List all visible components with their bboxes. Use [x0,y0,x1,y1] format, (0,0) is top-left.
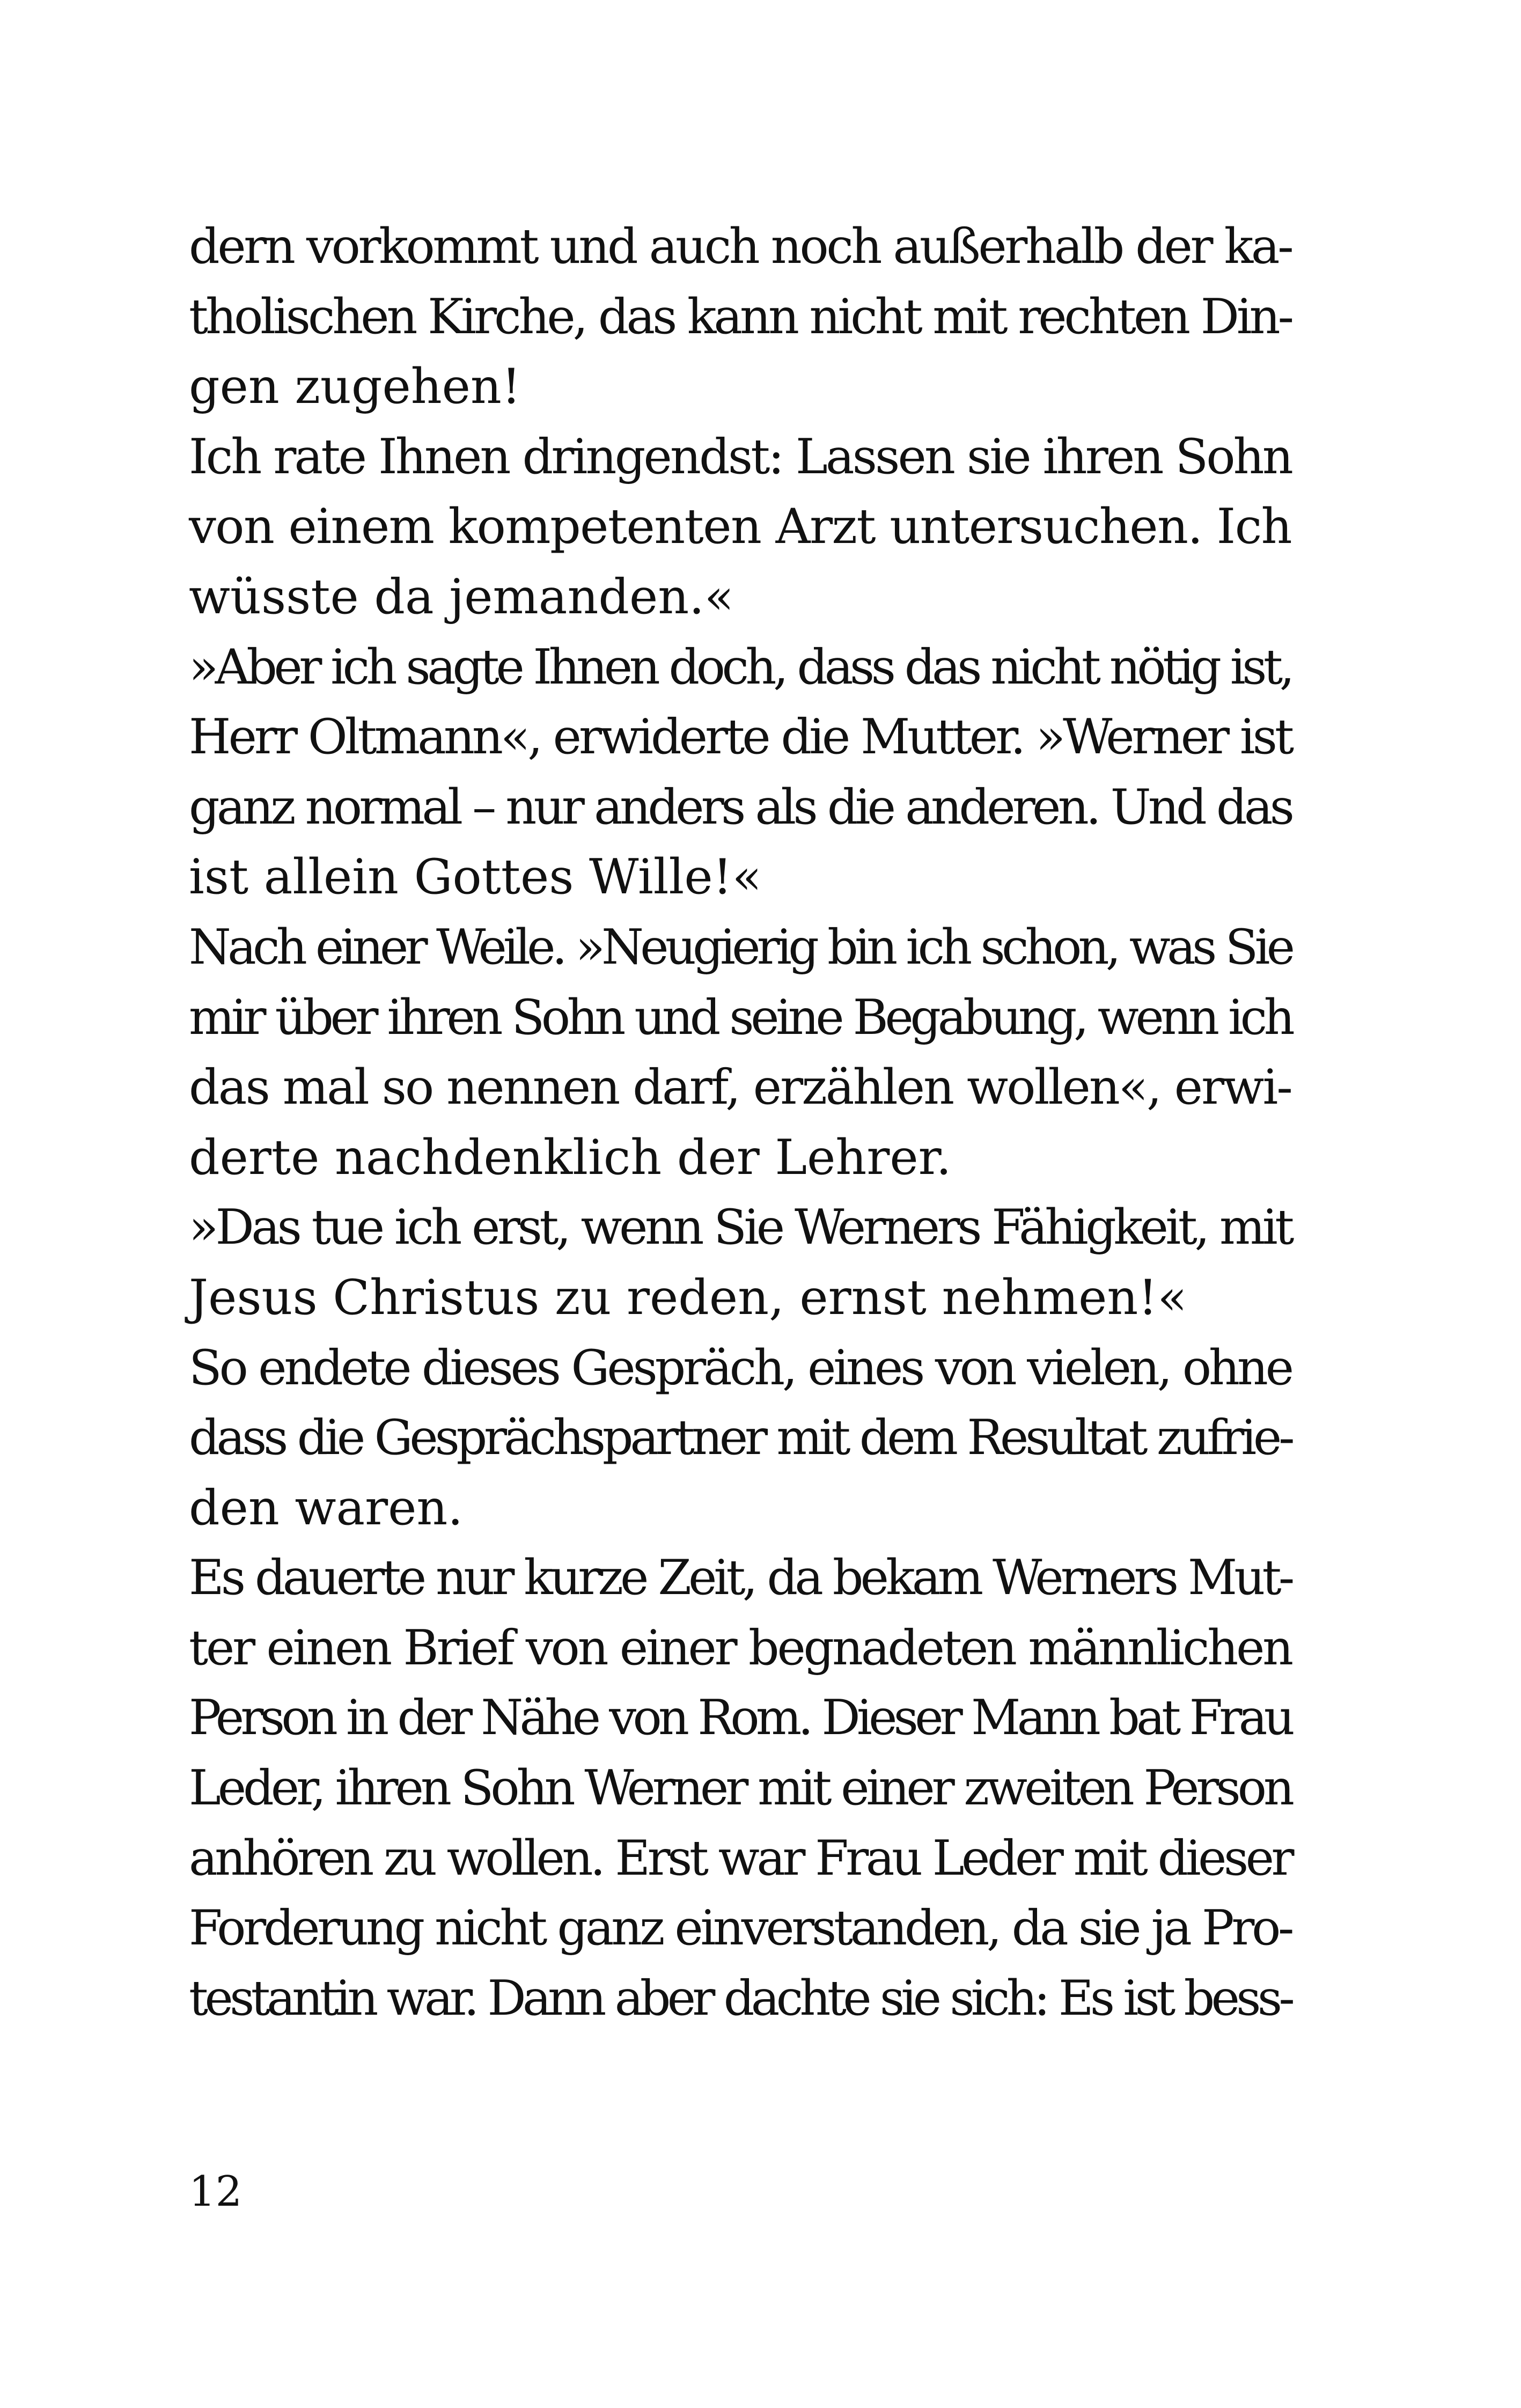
page-number: 12 [189,2168,243,2216]
text-line: »Aber ich sagte Ihnen doch, dass das nicht nötig ist, [189,638,1291,695]
text-line: Es dauerte nur kurze Zeit, da bekam Werners Mut- [189,1550,1292,1606]
text-line: Forderung nicht ganz einverstanden, da sie ja Pro- [189,1900,1292,1957]
text-line: So endete dieses Gespräch, eines von vielen, ohne [189,1339,1291,1396]
text-line: wüsste da jemanden.« [189,568,734,625]
text-line: mir über ihren Sohn und seine Begabung, wenn ich [189,989,1292,1046]
text-line: dass die Gesprächspartner mit dem Resultat zufrie- [189,1409,1292,1466]
text-line: Herr Oltmann«, erwiderte die Mutter. »Werner ist [189,709,1292,766]
text-line: Leder, ihren Sohn Werner mit einer zweiten Person [189,1760,1291,1817]
text-line: ter einen Brief von einer begnadeten männlichen [189,1619,1291,1676]
text-line: Ich rate Ihnen dringendst: Lassen sie ihren Sohn [189,428,1291,485]
text-line: anhören zu wollen. Erst war Frau Leder mit dieser [189,1830,1292,1886]
text-line: ganz normal – nur anders als die anderen. Und das [189,779,1292,835]
text-line: Jesus Christus zu reden, ernst nehmen!« [189,1269,1187,1326]
body-text [189,212,1291,2033]
text-line: derte nachdenklich der Lehrer. [189,1129,952,1186]
text-line: ist allein Gottes Wille!« [189,849,762,906]
text-line: gen zugehen! [189,358,521,415]
text-line: dern vorkommt und auch noch außerhalb der ka- [189,218,1292,275]
text-line: tholischen Kirche, das kann nicht mit rechten Din- [189,288,1291,345]
text-line: Nach einer Weile. »Neugierig bin ich schon, was Sie [189,919,1292,975]
text-line: testantin war. Dann aber dachte sie sich: Es ist bess- [189,1970,1292,2027]
text-line: den waren. [189,1479,463,1536]
text-line: »Das tue ich erst, wenn Sie Werners Fähigkeit, mit [189,1199,1291,1256]
text-line: Person in der Nähe von Rom. Dieser Mann bat Frau [189,1690,1291,1746]
text-line: das mal so nennen darf, erzählen wollen«, erwi- [189,1059,1291,1116]
text-line: von einem kompetenten Arzt untersuchen. Ich [189,498,1291,555]
